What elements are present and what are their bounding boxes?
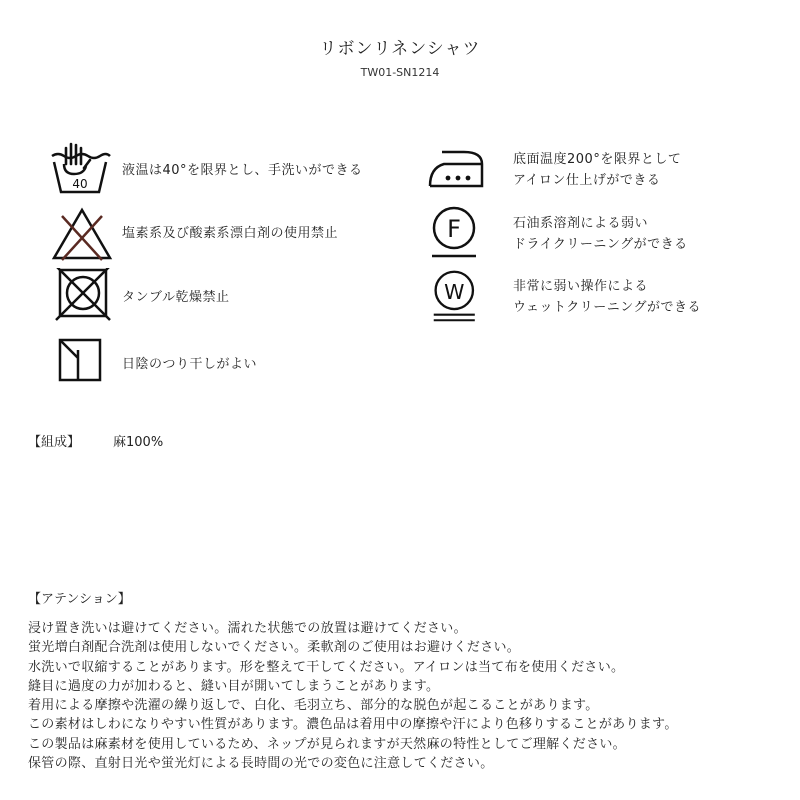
- attention-line: 蛍光増白剤配合洗剤は使用しないでください。柔軟剤のご使用はお避けください。: [28, 640, 521, 656]
- hand-wash-icon: [48, 142, 112, 198]
- wetcleaning-text: 非常に弱い操作による ウェットクリーニングができる: [513, 279, 701, 315]
- tumble-text: タンブル乾燥禁止: [122, 290, 230, 305]
- product-code: TW01-SN1214: [360, 66, 440, 79]
- no-bleach-icon: [50, 206, 114, 262]
- dry-clean-f-icon: [426, 204, 490, 260]
- shade-line-dry-icon: [52, 336, 116, 392]
- attention-title: 【アテンション】: [28, 592, 131, 607]
- attention-list: [28, 619, 678, 773]
- iron-text: 底面温度200°を限界として アイロン仕上げができる: [513, 152, 682, 188]
- attention-line: 保管の際、直射日光や蛍光灯による長時間の光での変色に注意してください。: [28, 756, 494, 772]
- attention-line: 水洗いで収縮することがあります。形を整えて干してください。アイロンは当て布を使用ください。: [28, 659, 625, 675]
- composition-label: 【組成】: [28, 435, 81, 450]
- wet-clean-w-icon: [426, 268, 490, 324]
- composition-value: 麻100%: [113, 435, 164, 450]
- wet-clean-w-label: W: [444, 279, 465, 304]
- bleach-text: 塩素系及び酸素系漂白剤の使用禁止: [122, 226, 339, 241]
- iron-icon: [424, 142, 488, 198]
- dry-clean-f-label: F: [447, 215, 461, 243]
- drycleaning-text: 石油系溶剤による弱い ドライクリーニングができる: [513, 216, 688, 252]
- attention-line: この素材はしわになりやすい性質があります。濃色品は着用中の摩擦や汗により色移りすることがあります。: [28, 717, 678, 733]
- attention-line: この製品は麻素材を使用しているため、ネップが見られますが天然麻の特性としてご理解ください。: [28, 736, 626, 752]
- wash-temp-label: 40: [72, 177, 88, 191]
- attention-line: 着用による摩擦や洗濯の繰り返しで、白化、毛羽立ち、部分的な脱色が起こることがあります。: [28, 698, 599, 714]
- dry-text: 日陰のつり干しがよい: [122, 357, 258, 372]
- product-title: リボンリネンシャツ: [319, 39, 481, 59]
- no-tumble-dry-icon: [52, 268, 116, 324]
- attention-line: 浸け置き洗いは避けてください。濡れた状態での放置は避けてください。: [28, 621, 467, 636]
- wash-text: 液温は40°を限界とし、手洗いができる: [122, 163, 363, 178]
- attention-line: 縫目に過度の力が加わると、縫い目が開いてしまうことがあります。: [28, 678, 440, 694]
